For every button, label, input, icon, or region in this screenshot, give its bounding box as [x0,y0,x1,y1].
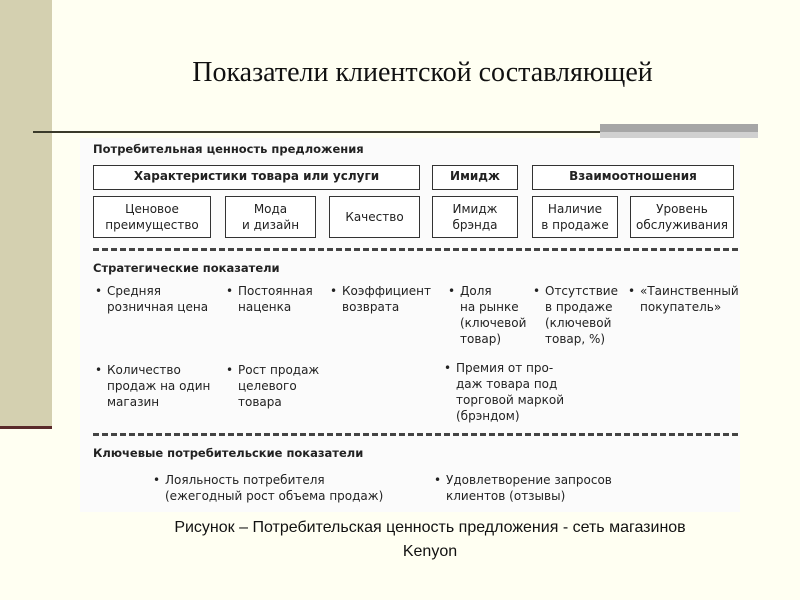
strategic-item-brand-premium: Премия от про- даж товара под торговой маркой (брэндом) [456,361,565,423]
figure-caption [60,516,800,564]
bullet-icon: • [434,473,442,487]
caption-line-1: Рисунок – Потребительская ценность предложения - сеть магазинов [174,519,686,536]
group-header-image: Имидж [432,165,518,190]
box-service-level: Уровень обслуживания [630,196,734,238]
strategic-item-return-ratio: Коэффициент возврата [342,284,431,314]
section-value-heading: Потребительная ценность предложения [93,142,364,156]
bullet-icon: • [628,284,636,298]
title-divider [33,131,601,133]
strategic-item-target-growth: Рост продаж целевого товара [238,363,320,409]
bullet-icon: • [153,473,161,487]
strategic-item-markup: Постоянная наценка [238,284,313,314]
strategic-item-sales-per-store: Количество продаж на один магазин [107,363,211,409]
key-item-loyalty: Лояльность потребителя (ежегодный рост объема продаж) [165,473,384,503]
group-header-characteristics: Характеристики товара или услуги [93,165,420,190]
bullet-icon: • [95,363,103,377]
divider-block [600,124,758,132]
box-price-advantage: Ценовое преимущество [93,196,211,238]
strategic-item-avg-price: Средняя розничная цена [107,284,209,314]
box-fashion-design: Мода и дизайн [225,196,316,238]
bullet-icon: • [330,284,338,298]
box-quality: Качество [329,196,420,238]
slide-title: Показатели клиентской составляющей [192,57,653,88]
group-header-relations: Взаимоотношения [532,165,734,190]
section-strategic-heading: Стратегические показатели [93,261,280,275]
box-brand-image: Имидж брэнда [432,196,518,238]
section-divider-2 [93,433,738,436]
box-availability: Наличие в продаже [532,196,618,238]
bullet-icon: • [226,284,234,298]
bullet-icon: • [95,284,103,298]
section-divider-1 [93,248,738,251]
strategic-item-mystery-shopper: «Таинственный покупатель» [640,284,739,314]
bullet-icon: • [226,363,234,377]
key-item-satisfaction: Удовлетворение запросов клиентов (отзывы) [446,473,612,503]
bullet-icon: • [533,284,541,298]
strategic-item-out-of-stock: Отсутствие в продаже (ключевой товар, %) [545,284,618,346]
left-decor-line [0,426,52,429]
caption-line-2: Kenyon [402,543,458,560]
bullet-icon: • [444,361,452,375]
section-key-heading: Ключевые потребительские показатели [93,446,364,460]
strategic-item-market-share: Доля на рынке (ключевой товар) [460,284,527,346]
bullet-icon: • [448,284,456,298]
